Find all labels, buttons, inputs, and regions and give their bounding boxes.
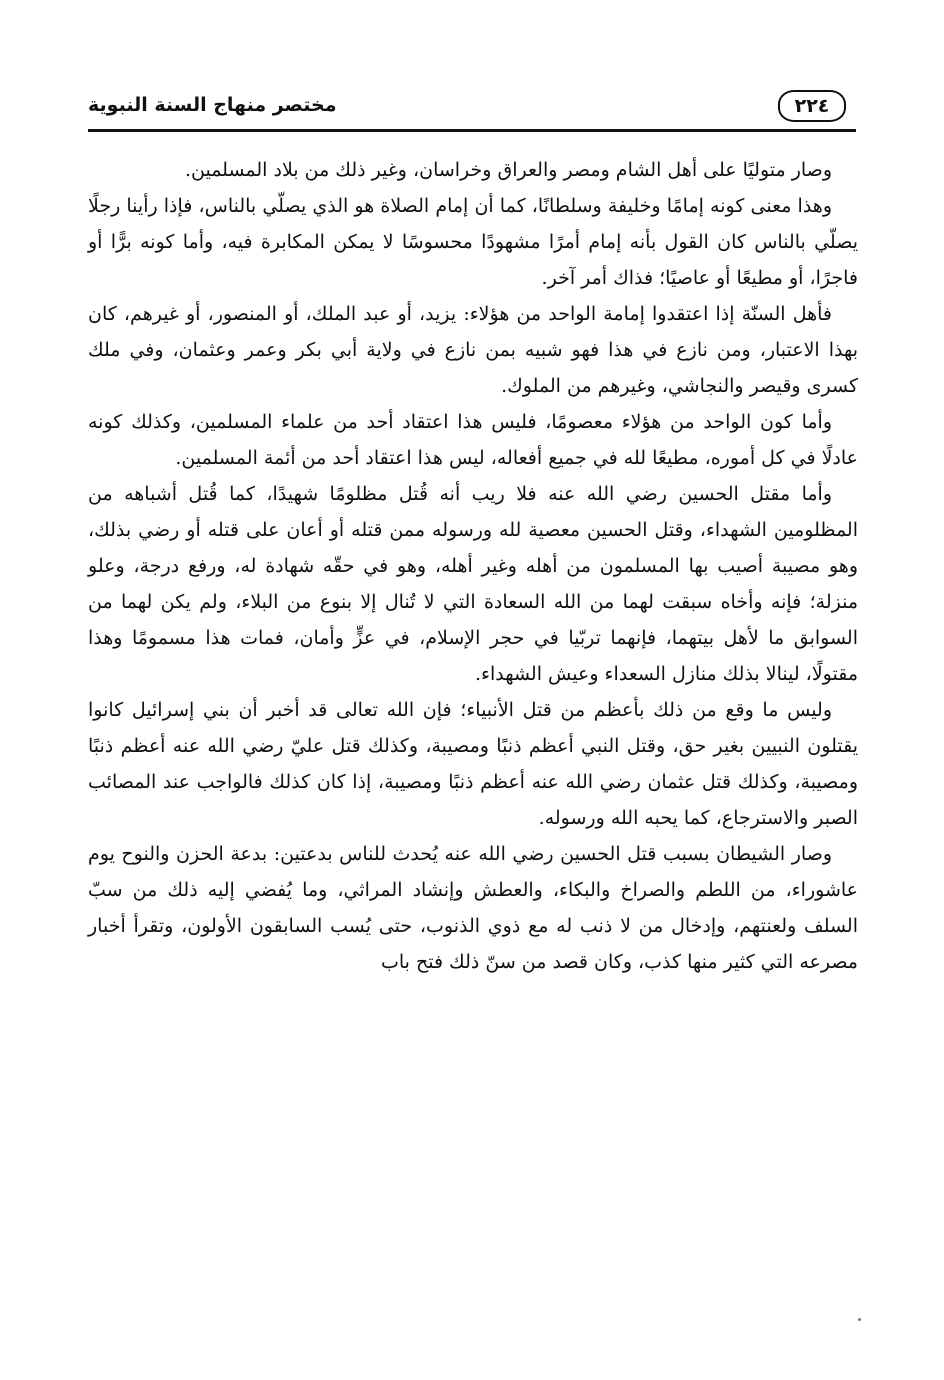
paragraph: وهذا معنى كونه إمامًا وخليفة وسلطانًا، كما أن إمام الصلاة هو الذي يصلّي بالناس، فإذا رأينا رجلًا يصلّي بالناس كان القول بأنه إمام أمرًا مشهودًا محسوسًا لا يمكن المكابرة فيه، وأما كونه برًّا أو فاجرًا، أو مطيعًا أو عاصيًا؛ فذاك أمر آخر.	[88, 195, 858, 289]
paragraph: وصار الشيطان بسبب قتل الحسين رضي الله عنه يُحدث للناس بدعتين: بدعة الحزن والنوح يوم عاشوراء، من اللطم والصراخ والبكاء، والعطش وإنشاد المراثي، وما يُفضي إليه ذلك من سبّ السلف ولعنتهم، وإدخال من لا ذنب له مع ذوي الذنوب، حتى يُسب السابقون الأولون، وتقرأ أخبار مصرعه التي كثير منها كذب، وكان قصد من سنّ ذلك فتح باب	[88, 843, 858, 973]
page-header	[88, 90, 856, 126]
body-text	[88, 152, 858, 980]
running-title: مختصر منهاج السنة النبوية	[88, 94, 337, 116]
paragraph: وأما كون الواحد من هؤلاء معصومًا، فليس هذا اعتقاد أحد من علماء المسلمين، وكذلك كونه عادلًا في كل أموره، مطيعًا لله في جميع أفعاله، ليس هذا اعتقاد أحد من أئمة المسلمين.	[88, 411, 858, 469]
paragraph: وصار متوليًا على أهل الشام ومصر والعراق وخراسان، وغير ذلك من بلاد المسلمين.	[184, 159, 832, 181]
header-rule	[88, 129, 856, 132]
page-number-badge: ٢٢٤	[778, 90, 846, 122]
paragraph: وأما مقتل الحسين رضي الله عنه فلا ريب أنه قُتل مظلومًا شهيدًا، كما قُتل أشباهه من المظلومين الشهداء، وقتل الحسين معصية لله ورسوله ممن قتله أو أعان على قتله أو رضي بذلك، وهو مصيبة أصيب بها المسلمون من أهله وغير أهله، وهو في حقّه شهادة له، ورفع درجة، وعلو منزلة؛ فإنه وأخاه سبقت لهما من الله السعادة التي لا تُنال إلا بنوع من البلاء، ولم يكن لهما من السوابق ما لأهل بيتهما، فإنهما تربّيا في حجر الإسلام، في عزٍّ وأمان، فمات هذا مسمومًا وهذا مقتولًا، لينالا بذلك منازل السعداء وعيش الشهداء.	[88, 483, 858, 685]
paragraph: وليس ما وقع من ذلك بأعظم من قتل الأنبياء؛ فإن الله تعالى قد أخبر أن بني إسرائيل كانوا يقتلون النبيين بغير حق، وقتل النبي أعظم ذنبًا ومصيبة، وكذلك قتل عليّ رضي الله عنه أعظم ذنبًا ومصيبة، وكذلك قتل عثمان رضي الله عنه أعظم ذنبًا ومصيبة، إذا كان كذلك فالواجب عند المصائب الصبر والاسترجاع، كما يحبه الله ورسوله.	[88, 699, 858, 829]
scan-speck	[858, 1318, 861, 1321]
paragraph: فأهل السنّة إذا اعتقدوا إمامة الواحد من هؤلاء: يزيد، أو عبد الملك، أو المنصور، أو غيرهم، كان بهذا الاعتبار، ومن نازع في هذا فهو شبيه بمن نازع في ولاية أبي بكر وعمر وعثمان، وفي ملك كسرى وقيصر والنجاشي، وغيرهم من الملوك.	[88, 303, 858, 397]
